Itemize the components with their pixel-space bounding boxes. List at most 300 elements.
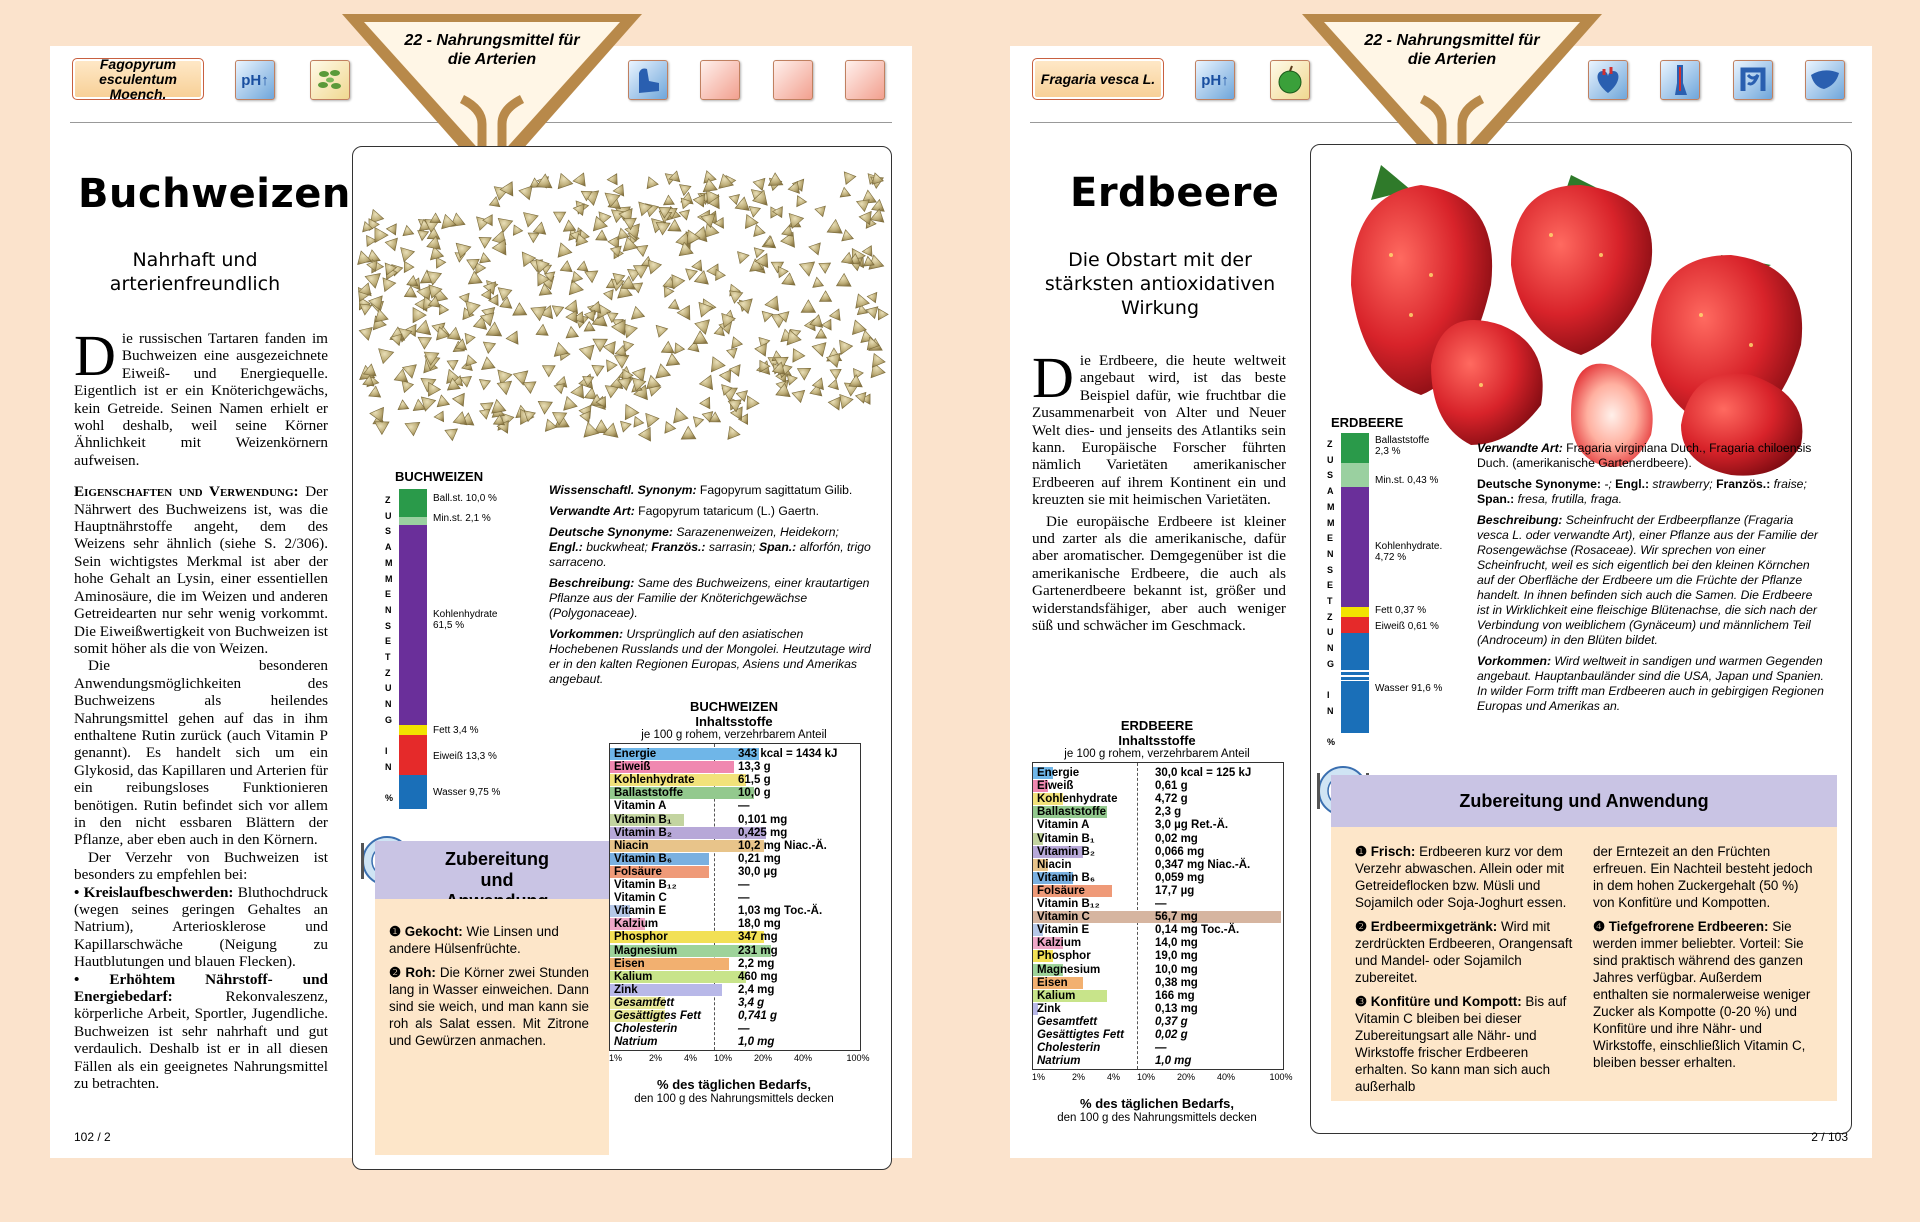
buckwheat-grain bbox=[827, 220, 842, 234]
nutrient-value: 0,21 mg bbox=[738, 852, 781, 865]
buckwheat-grain bbox=[401, 248, 415, 262]
nutrient-row bbox=[1033, 911, 1281, 924]
nutrient-row bbox=[1033, 780, 1281, 793]
buckwheat-grain bbox=[792, 390, 805, 402]
prep-heading-text: Zubereitung und bbox=[445, 849, 549, 890]
buckwheat-grain bbox=[830, 369, 841, 379]
nutrient-row bbox=[610, 892, 858, 905]
buckwheat-grain bbox=[369, 386, 381, 397]
nutrient-value: 2,4 mg bbox=[738, 983, 775, 996]
buckwheat-grain bbox=[402, 381, 414, 393]
header-category-text: 22 - Nahrungsmittel für die Arterien bbox=[404, 32, 580, 68]
nutrient-name: Vitamin B₂ bbox=[1037, 845, 1095, 858]
pct-caption bbox=[1022, 1096, 1292, 1126]
buckwheat-grain bbox=[375, 309, 388, 322]
empty-icon-3 bbox=[845, 60, 885, 100]
buckwheat-grain bbox=[404, 261, 414, 272]
axis-tick: 4% bbox=[684, 1053, 698, 1063]
nutrient-value: 2,2 mg bbox=[738, 957, 775, 970]
buckwheat-grain bbox=[842, 230, 854, 241]
description-text: Same des Buchweizens, einer krautartigen Pflanze aus der Familie der Knöterichgewächse (Polygonaceae). bbox=[549, 576, 870, 620]
axis-tick: 1% bbox=[1032, 1072, 1046, 1082]
synonym-label: Wissenschaftl. Synonym: bbox=[549, 483, 697, 497]
stack-letter: I bbox=[1327, 690, 1330, 701]
axis-tick: 100% bbox=[1269, 1072, 1293, 1082]
nutrient-name: Vitamin E bbox=[1037, 924, 1090, 937]
stack-letter: U bbox=[385, 683, 392, 694]
nutrient-row bbox=[1033, 990, 1281, 1003]
stack-label-wasser: Wasser 91,6 % bbox=[1375, 683, 1443, 694]
nutrient-value: 166 mg bbox=[1155, 989, 1195, 1002]
stack-eiweiss bbox=[399, 735, 427, 775]
buckwheat-grain bbox=[694, 271, 708, 285]
nutrient-value: 3,4 g bbox=[738, 996, 765, 1009]
buckwheat-grain bbox=[797, 196, 807, 207]
nutrient-row bbox=[1033, 1016, 1281, 1029]
page-title: Buchweizen bbox=[78, 171, 351, 217]
stack-ballaststoffe bbox=[399, 489, 427, 517]
nutrient-name: Magnesium bbox=[614, 944, 678, 957]
buckwheat-grain bbox=[445, 429, 458, 441]
stack-label-kh: Kohlenhydrate 61,5 % bbox=[433, 609, 498, 631]
nutrient-value: 0,14 mg Toc.-Ä. bbox=[1155, 924, 1240, 937]
buckwheat-grain bbox=[554, 212, 566, 223]
span-label: Span.: bbox=[1477, 492, 1515, 506]
buckwheat-grain bbox=[822, 319, 832, 330]
buckwheat-grain bbox=[398, 400, 409, 410]
stack-letter: G bbox=[1327, 658, 1335, 669]
buckwheat-grain bbox=[386, 224, 396, 235]
nutrient-name: Energie bbox=[614, 748, 657, 760]
nutrient-row bbox=[1033, 819, 1281, 832]
buckwheat-grain bbox=[762, 311, 773, 322]
buckwheat-grain bbox=[513, 303, 527, 315]
buckwheat-grain bbox=[453, 393, 465, 406]
buckwheat-grain bbox=[675, 343, 685, 354]
axis-tick: 100% bbox=[846, 1053, 870, 1063]
buckwheat-grain bbox=[498, 218, 513, 232]
plant-name-label bbox=[1032, 58, 1164, 100]
stack-letter: M bbox=[385, 573, 393, 584]
buckwheat-grain bbox=[840, 187, 851, 197]
nutrient-row bbox=[610, 827, 858, 840]
prep-3-text: Bis auf Vitamin C bleiben bei dieser Zubereitungsart alle Nähr- und Wirkstoffe frischer Erdbeeren erhalten. So kann man sich auch außerhalb bbox=[1355, 994, 1567, 1094]
axis-tick: 10% bbox=[714, 1053, 733, 1063]
nutrient-value: 3,0 µg Ret.-Ä. bbox=[1155, 819, 1229, 832]
nutrient-title bbox=[609, 699, 859, 729]
stack-ballaststoffe bbox=[1341, 433, 1369, 463]
nutrient-row bbox=[1033, 1042, 1281, 1055]
nutrient-row bbox=[610, 853, 858, 866]
buckwheat-grain bbox=[729, 365, 740, 377]
buckwheat-grain bbox=[872, 354, 885, 368]
nutrient-row bbox=[1033, 937, 1281, 950]
stack-letter: Z bbox=[385, 495, 391, 505]
stack-label-min: Min.st. 2,1 % bbox=[433, 513, 491, 524]
synonym-text: Fagopyrum sagittatum Gilib. bbox=[696, 483, 853, 497]
franz-label: Französ.: bbox=[651, 540, 706, 554]
buckwheat-grain bbox=[360, 304, 372, 315]
german-syn-label: Deutsche Synonyme: bbox=[1477, 477, 1601, 491]
buckwheat-grain bbox=[479, 237, 491, 248]
buckwheat-grain bbox=[674, 408, 689, 423]
prep-2-text: Wird mit zerdrückten Erdbeeren, Orangensaft und Mandel- oder Sojamilch zubereitet. bbox=[1355, 919, 1573, 985]
buckwheat-grain bbox=[836, 274, 851, 287]
buckwheat-grain bbox=[385, 238, 397, 251]
occurrence-text: Ursprünglich auf den asiatischen Hochebenen Russlands und der Mongolei. Heutzutage wird er in den kalten Regionen Europas, Asiens und Amerikas angebaut. bbox=[549, 627, 871, 686]
section-text: Der Nährwert des Buchweizens ist, was die Hauptnährstoffe angeht, dem des Weizens sehr ähnlich (siehe S. 2/306). Sein wichtigstes Merkmal ist aber der hohe Gehalt an Lysin, einer essentiellen Aminosäure, die im Weizen und anderen Getreidearten nur sehr wenig vorkommt. Die Eiweißwertigkeit von Buchweizen ist somit höher als die von Weizen. bbox=[74, 483, 328, 657]
buckwheat-grain bbox=[593, 339, 608, 352]
stack-label-eiweiss: Eiweiß 0,61 % bbox=[1375, 621, 1439, 632]
nutrient-row bbox=[1033, 977, 1281, 990]
nutrient-name: Vitamin C bbox=[614, 892, 667, 905]
buckwheat-grain bbox=[679, 210, 689, 220]
buckwheat-grain bbox=[476, 262, 486, 273]
stack-letter: S bbox=[385, 526, 392, 537]
nutrient-value: 19,0 mg bbox=[1155, 950, 1198, 963]
nutrient-name: Energie bbox=[1037, 767, 1080, 779]
nutrient-name: Gesamtfett bbox=[614, 996, 675, 1009]
nutrient-row bbox=[610, 945, 858, 958]
ph-icon: pH↑ bbox=[235, 60, 275, 100]
stack-label-fett: Fett 3,4 % bbox=[433, 725, 479, 736]
stack-fett bbox=[1341, 607, 1369, 617]
stack-kohlenhydrate bbox=[1341, 487, 1369, 607]
stack-letter: U bbox=[385, 510, 392, 521]
buckwheat-grain bbox=[545, 419, 557, 431]
buckwheat-grain bbox=[719, 370, 731, 383]
buckwheat-grain bbox=[813, 277, 824, 287]
nutrient-name: Vitamin B₁₂ bbox=[614, 879, 677, 891]
prep-1-text: Erdbeeren kurz vor dem Verzehr abwaschen. Allein oder mit Getreideflocken bzw. Müsli und Sojamilch oder Soja-Joghurt essen. bbox=[1355, 844, 1567, 910]
buckwheat-grain bbox=[513, 225, 522, 235]
axis-tick: 20% bbox=[754, 1053, 773, 1063]
nutrient-value: 61,5 g bbox=[738, 774, 771, 787]
nutrient-row bbox=[610, 905, 858, 918]
engl-label: Engl.: bbox=[1615, 477, 1650, 491]
bullet-2-head: • Erhöhtem Nährstoff- und Energiebedarf: bbox=[74, 970, 328, 1006]
nutrient-row bbox=[610, 840, 858, 853]
stack-letter: N bbox=[1327, 705, 1334, 716]
buckwheat-grain bbox=[636, 245, 648, 256]
nutrient-name: Vitamin B₁ bbox=[1037, 832, 1095, 845]
nutrient-name: Vitamin B₆ bbox=[614, 852, 673, 865]
nutrient-value: 1,03 mg Toc.-Ä. bbox=[738, 905, 823, 918]
buckwheat-grain bbox=[631, 306, 644, 319]
section-heading: Eigenschaften und Verwendung: bbox=[74, 483, 299, 501]
stack-letter: T bbox=[385, 652, 391, 662]
buckwheat-grain bbox=[481, 289, 491, 300]
nutrient-name: Natrium bbox=[614, 1036, 658, 1049]
nutrient-name: Gesättigtes Fett bbox=[614, 1010, 701, 1022]
header-category bbox=[342, 31, 642, 69]
buckwheat-grain bbox=[573, 173, 585, 186]
composition-stack bbox=[1341, 433, 1369, 733]
empty-icon-2 bbox=[773, 60, 813, 100]
buckwheat-grain bbox=[480, 409, 491, 419]
buckwheat-grain bbox=[695, 320, 710, 335]
stack-label-ball: Ball.st. 10,0 % bbox=[433, 493, 497, 504]
ph-icon: pH↑ bbox=[1195, 60, 1235, 100]
stack-letter: Z bbox=[1327, 439, 1333, 449]
plant-name-text: Fragaria vesca L. bbox=[1040, 70, 1156, 87]
nutrient-name: Ballaststoffe bbox=[614, 787, 684, 800]
buckwheat-grain bbox=[607, 360, 618, 372]
nutrient-value: — bbox=[738, 800, 750, 813]
buckwheat-grain bbox=[686, 269, 698, 280]
nutrient-name: Folsäure bbox=[1037, 884, 1085, 897]
stack-letter: M bbox=[1327, 517, 1335, 528]
description-text: Scheinfrucht der Erdbeerpflanze (Fragaria vesca L. oder verwandte Art), einer Pflanze aus der Familie der Rosengewächse (Rosaceae). Wir sprechen von einer Scheinfrucht, weil es sich eigentlich bei den kleinen Körnchen auf der Oberfläche der Erdbeere um die Früchte der Pflanze handelt. In ihnen befinden sich auch die Samen. Die Erdbeere ist in Wirklichkeit eine fleischige Blütenachse, die sich nach der Verbindung von weiblichem (Gynäceum) und männlichem Teil (Androceum) in den Blüten bildet. bbox=[1477, 513, 1818, 647]
nutrient-value: 343 kcal = 1434 kJ bbox=[738, 748, 838, 760]
nutrient-value: — bbox=[738, 879, 750, 891]
nutrient-row bbox=[1033, 964, 1281, 977]
paragraph-2: Die besonderen Anwendungsmöglichkeiten des Buchweizens als heilendes Nahrungsmittel gehen auf das in ihm enthaltene Rutin zurück (auch Vitamin P genannt). Es handelt sich um ein Glykosid, das Kapillaren und Arterien für ein reibungsloses Funktionieren benötigen. Rutin befindet sich vor allem in den nicht essbaren Blättern der Pflanze, aber eben auch in den Körnern. bbox=[74, 657, 328, 849]
buckwheat-grain bbox=[692, 260, 702, 271]
buckwheat-grain bbox=[523, 382, 536, 394]
buckwheat-grain bbox=[754, 225, 766, 237]
buckwheat-grain bbox=[607, 174, 617, 185]
nutrient-value: 231 mg bbox=[738, 944, 778, 957]
paragraph-2: Die europäische Erdbeere ist kleiner und zarter als die amerikanische, dafür aber aromatischer. Demgegenüber ist die amerikanische Erdbeere, die auch als Gartenerdbeere bekannt ist, größer und widerstandsfähiger, aber auch weniger süß und schwächer im Geschmack. bbox=[1032, 512, 1286, 635]
plant-name-text: Fagopyrum esculentum Moench. bbox=[99, 55, 177, 102]
buckwheat-grain bbox=[828, 379, 838, 389]
stack-letter: Z bbox=[385, 667, 391, 678]
prep-4-head: ❹ Tiefgefrorene Erdbeeren: bbox=[1593, 919, 1769, 934]
bullet-1-head: • Kreislaufbeschwerden: bbox=[74, 883, 234, 901]
buckwheat-grain bbox=[732, 337, 743, 349]
occurrence-label: Vorkommen: bbox=[549, 627, 624, 641]
nutrient-name: Gesättigtes Fett bbox=[1037, 1029, 1124, 1041]
nutrient-row bbox=[1033, 885, 1281, 898]
buckwheat-grain bbox=[801, 300, 816, 313]
nutrient-value: 0,02 mg bbox=[1155, 832, 1198, 845]
plant-info bbox=[1477, 441, 1827, 720]
buckwheat-grain bbox=[500, 297, 512, 308]
nutrient-title-2: Inhaltsstoffe bbox=[695, 714, 773, 729]
left-page bbox=[50, 32, 912, 1158]
buckwheat-grain bbox=[528, 233, 539, 243]
nutrient-name: Eisen bbox=[1037, 976, 1068, 989]
stack-letter: U bbox=[1327, 454, 1334, 465]
nutrient-row bbox=[610, 814, 858, 827]
buckwheat-grain bbox=[558, 243, 572, 257]
buckwheat-grain bbox=[569, 280, 583, 295]
franz-text: sarrasin; bbox=[705, 540, 759, 554]
buckwheat-grain bbox=[538, 401, 552, 414]
nutrient-name: Eisen bbox=[614, 957, 645, 970]
stack-letter: N bbox=[385, 604, 392, 615]
buckwheat-grain bbox=[621, 421, 632, 432]
nutrient-name: Gesamtfett bbox=[1037, 1015, 1098, 1028]
nutrient-name: Vitamin B₁ bbox=[614, 813, 672, 826]
nutrient-value: 347 mg bbox=[738, 931, 778, 944]
nutrient-name: Niacin bbox=[614, 839, 649, 852]
axis-tick: 1% bbox=[609, 1053, 623, 1063]
nutrient-value: 0,13 mg bbox=[1155, 1002, 1198, 1015]
nutrient-axis bbox=[1032, 1072, 1293, 1084]
stack-wasser bbox=[399, 775, 427, 809]
stack-letter: G bbox=[385, 714, 393, 725]
buckwheat-grain bbox=[859, 211, 871, 224]
nutrient-value: 0,02 g bbox=[1155, 1029, 1188, 1041]
buckwheat-grain bbox=[552, 306, 564, 317]
nutrient-row bbox=[610, 997, 858, 1010]
nutrient-name: Kalium bbox=[1037, 989, 1076, 1002]
buckwheat-grain bbox=[634, 417, 644, 428]
nutrient-value: — bbox=[1155, 898, 1167, 910]
article-body bbox=[74, 323, 329, 1093]
stack-letter: I bbox=[385, 746, 388, 757]
buckwheat-grain bbox=[867, 292, 877, 302]
info-frame bbox=[1310, 144, 1852, 1134]
nutrient-row bbox=[610, 748, 858, 761]
occurrence-text: Wird weltweit in sandigen und warmen Gegenden angebaut. Hauptanbauländer sind die USA, Japan und Spanien. In wilder Form trifft man Erdbeeren auch in gebirgigen Regionen Europas und Amerikas an. bbox=[1477, 654, 1824, 713]
nutrient-row bbox=[610, 787, 858, 800]
buckwheat-grain bbox=[844, 172, 856, 185]
buckwheat-grain bbox=[585, 271, 598, 283]
stack-label-ball: Ballaststoffe 2,3 % bbox=[1375, 435, 1430, 457]
buckwheat-grain bbox=[416, 320, 431, 335]
prep-heading bbox=[375, 841, 609, 899]
buckwheat-grain bbox=[480, 253, 491, 263]
buckwheat-grain bbox=[856, 392, 867, 403]
buckwheat-grain bbox=[711, 357, 725, 372]
stack-letter: M bbox=[385, 557, 393, 568]
stack-letter: % bbox=[1327, 737, 1336, 748]
nutrient-row bbox=[610, 1010, 858, 1023]
prep-heading bbox=[1331, 775, 1837, 827]
nutrient-row bbox=[1033, 898, 1281, 911]
buckwheat-grain bbox=[536, 324, 548, 335]
nutrient-value: 0,61 g bbox=[1155, 780, 1188, 793]
buckwheat-grain bbox=[793, 349, 805, 363]
stack-wasser bbox=[1341, 633, 1369, 733]
nutrient-value: 30,0 µg bbox=[738, 865, 778, 878]
buckwheat-grain bbox=[572, 271, 583, 282]
buckwheat-grain bbox=[693, 194, 705, 207]
nutrient-value: 0,066 mg bbox=[1155, 845, 1205, 858]
nutrient-name: Vitamin B₂ bbox=[614, 826, 672, 839]
related-label: Verwandte Art: bbox=[1477, 441, 1563, 455]
stack-letter: E bbox=[1327, 533, 1334, 544]
buckwheat-grain bbox=[840, 340, 853, 354]
nutrient-row bbox=[1033, 833, 1281, 846]
stack-letter: N bbox=[1327, 643, 1334, 654]
engl-text: strawberry; bbox=[1649, 477, 1717, 491]
buckwheat-grain bbox=[563, 220, 576, 231]
buckwheat-grain bbox=[564, 397, 578, 411]
engl-text: buckwheat; bbox=[582, 540, 652, 554]
nutrient-value: 0,741 g bbox=[738, 1010, 777, 1022]
buckwheat-grain bbox=[359, 327, 372, 340]
nutrient-value: 56,7 mg bbox=[1155, 911, 1198, 924]
page-number: 102 / 2 bbox=[74, 1130, 111, 1144]
nutrient-name: Kalzium bbox=[1037, 937, 1082, 950]
pct-caption-sub: den 100 g des Nahrungsmittels decken bbox=[634, 1093, 834, 1105]
nutrient-name: Niacin bbox=[1037, 858, 1072, 871]
buckwheat-grain bbox=[427, 228, 440, 239]
buckwheat-grain bbox=[716, 269, 726, 280]
nutrient-name: Vitamin C bbox=[1037, 911, 1090, 924]
buckwheat-grain bbox=[497, 381, 511, 395]
franz-text: fraise; bbox=[1770, 477, 1807, 491]
nutrient-axis bbox=[609, 1053, 870, 1065]
stack-fett bbox=[399, 725, 427, 735]
bullet-2-text: Rekonvaleszenz, körperliche Arbeit, Sportler, Jugendliche. Buchweizen ist sehr nahrhaft und gut verdaulich. Deshalb ist er in all diesen Fällen als ein geeignetes Nahrungsmittel zu betrachten. bbox=[74, 988, 328, 1093]
buckwheat-grain bbox=[566, 311, 577, 323]
buckwheat-grain bbox=[841, 252, 853, 264]
nutrient-row bbox=[610, 761, 858, 774]
buckwheat-grain bbox=[815, 206, 826, 217]
buckwheat-grain bbox=[727, 348, 738, 358]
nutrient-name: Eiweiß bbox=[1037, 780, 1074, 793]
prep-2-head: ❷ Roh: bbox=[389, 965, 436, 980]
leg-icon bbox=[1660, 60, 1700, 100]
buckwheat-grain bbox=[857, 200, 870, 212]
liver-icon bbox=[1805, 60, 1845, 100]
buckwheat-grain bbox=[809, 243, 821, 255]
description-label: Beschreibung: bbox=[549, 576, 635, 590]
buckwheat-grain bbox=[405, 422, 420, 436]
prep-1-head: ❶ Frisch: bbox=[1355, 844, 1416, 859]
nutrient-row bbox=[610, 971, 858, 984]
buckwheat-grain bbox=[579, 345, 594, 360]
nutrient-title bbox=[1032, 718, 1282, 748]
buckwheat-grain bbox=[403, 225, 414, 235]
nutrient-row bbox=[1033, 924, 1281, 937]
buckwheat-grain bbox=[577, 261, 588, 271]
stack-title: BUCHWEIZEN bbox=[395, 469, 484, 484]
strawberry-image bbox=[1311, 145, 1849, 485]
buckwheat-grain bbox=[498, 288, 512, 301]
right-page bbox=[1010, 32, 1872, 1158]
stack-label-kh: Kohlenhydrate. 4,72 % bbox=[1375, 541, 1443, 563]
stack-letter: A bbox=[1327, 486, 1334, 497]
pct-caption-title: % des täglichen Bedarfs, bbox=[1080, 1096, 1234, 1111]
stack-title: ERDBEERE bbox=[1331, 415, 1404, 430]
axis-tick: 20% bbox=[1177, 1072, 1196, 1082]
german-syn-label: Deutsche Synonyme: bbox=[549, 525, 673, 539]
nutrient-table bbox=[609, 743, 861, 1051]
buckwheat-grain bbox=[447, 327, 461, 340]
info-frame bbox=[352, 146, 892, 1170]
franz-label: Französ.: bbox=[1716, 477, 1771, 491]
buckwheat-grain bbox=[661, 341, 674, 353]
prep-1-text: Wie Linsen und andere Hülsenfrüchte. bbox=[389, 924, 559, 956]
buckwheat-grain bbox=[812, 343, 826, 357]
stack-kohlenhydrate bbox=[399, 525, 427, 725]
buckwheat-grain bbox=[693, 417, 703, 428]
buckwheat-grain bbox=[506, 331, 518, 344]
buckwheat-grain bbox=[819, 263, 831, 273]
buckwheat-grain bbox=[728, 426, 740, 439]
buckwheat-grain bbox=[738, 252, 750, 264]
buckwheat-grain bbox=[596, 230, 608, 240]
prep-column-2 bbox=[1593, 843, 1819, 1078]
nutrient-name: Phosphor bbox=[1037, 950, 1091, 963]
nutrient-value: 10,0 mg bbox=[1155, 963, 1198, 976]
nutrient-row bbox=[1033, 872, 1281, 885]
stack-letter: Z bbox=[1327, 611, 1333, 622]
axis-tick: 2% bbox=[1072, 1072, 1086, 1082]
pct-caption-sub: den 100 g des Nahrungsmittels decken bbox=[1057, 1112, 1257, 1124]
buckwheat-grain bbox=[379, 349, 394, 364]
buckwheat-grain bbox=[604, 290, 614, 300]
buckwheat-grain bbox=[434, 411, 444, 422]
stack-letter: S bbox=[385, 620, 392, 631]
nutrient-value: 1,0 mg bbox=[738, 1036, 775, 1049]
